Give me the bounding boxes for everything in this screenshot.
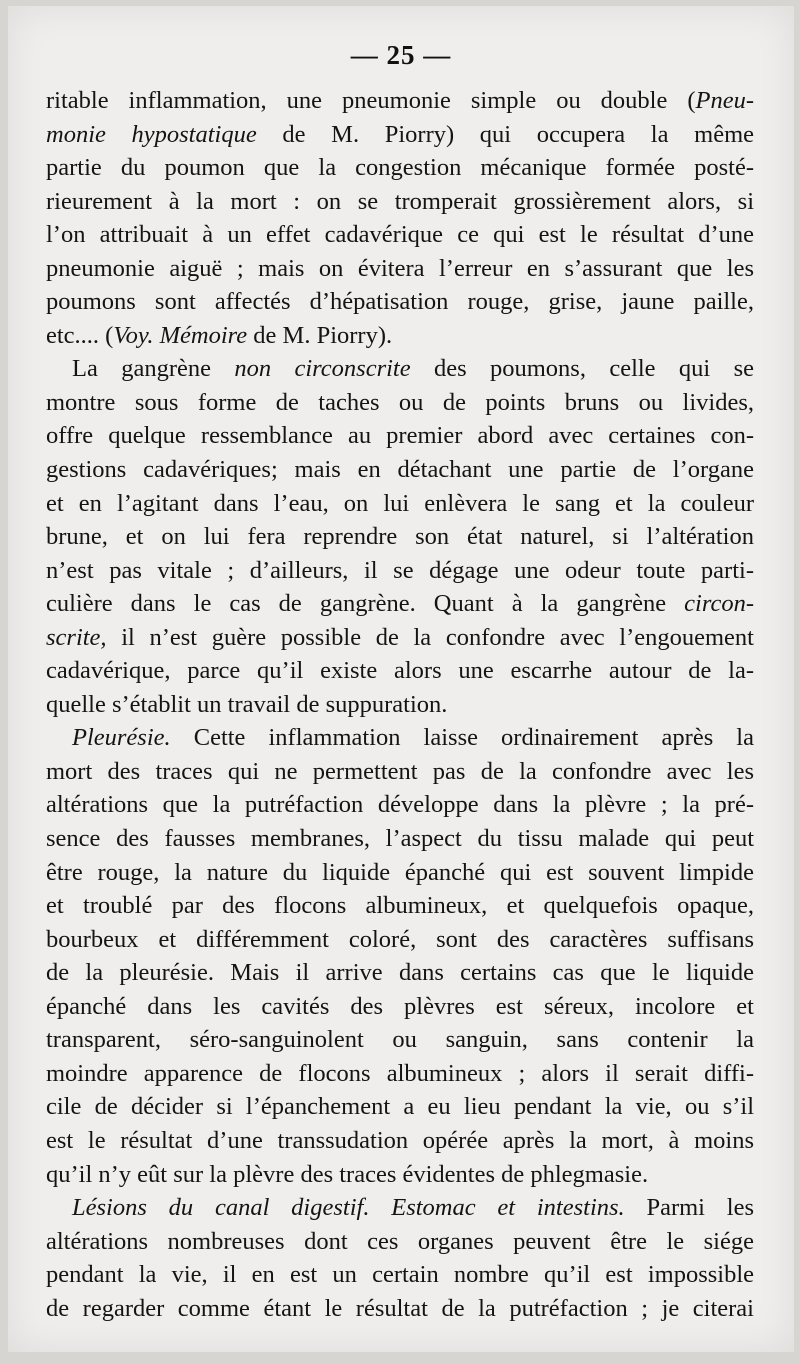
text-run: etc.... ( [46,321,114,349]
italic-text: monie hypostatique [46,120,257,148]
text-line [46,520,754,554]
text-run: La gangrène [72,355,235,383]
text-line [46,151,754,185]
text-line [46,1292,754,1326]
text-run: culière dans le cas de gangrène. Quant à la gangrène [46,590,685,618]
text-run: être rouge, la nature du liquide épanché qui est souvent limpide [46,858,754,886]
italic-text: Pneu- [695,87,754,114]
text-line [46,822,754,856]
text-line [46,319,754,353]
text-run: est le résultat d’une transsudation opérée après la mort, à moins [46,1126,754,1154]
italic-text: circon- [684,590,754,618]
text-run: des poumons, celle qui se [410,355,754,383]
italic-text: scrite, [46,623,107,651]
text-line [46,185,754,219]
text-run: sence des fausses membranes, l’aspect du tissu malade qui peut [46,825,754,853]
text-line [46,654,754,688]
text-run: et troublé par des flocons albumineux, et quelquefois opaque, [46,892,754,920]
text-line [46,856,754,890]
text-line [46,554,754,588]
text-line [46,990,754,1024]
text-line [46,688,754,722]
text-run: mort des traces qui ne permettent pas de la confondre avec les [46,757,754,785]
text-run: cadavérique, parce qu’il existe alors une escarrhe autour de la- [46,657,754,685]
italic-text: Voy. Mémoire [113,321,248,349]
text-run: moindre apparence de flocons albumineux ; alors il serait diffi- [46,1059,754,1087]
text-line [46,889,754,923]
text-run: poumons sont affectés d’hépatisation rouge, grise, jaune paille, [46,288,754,316]
text-line [46,755,754,789]
text-run: l’on attribuait à un effet cadavérique ce qui est le résultat d’une [46,221,754,249]
text-run: pneumonie aiguë ; mais on évitera l’erreur en s’assurant que les [46,254,754,282]
text-line [46,352,754,386]
page-number: — 25 — [350,40,452,70]
text-line [46,721,754,755]
text-run: gestions cadavériques; mais en détachant une partie de l’organe [46,456,754,484]
text-run: brune, et on lui fera reprendre son état naturel, si l’altération [46,523,754,551]
text-run: offre quelque ressemblance au premier abord avec certaines con- [46,422,754,450]
text-run: n’est pas vitale ; d’ailleurs, il se dégage une odeur toute parti- [46,556,754,584]
text-run: de la pleurésie. Mais il arrive dans certains cas que le liquide [46,959,754,987]
text-run: pendant la vie, il en est un certain nombre qu’il est impossible [46,1261,754,1289]
body-text [46,84,754,1325]
book-page [8,6,794,1352]
text-run: transparent, séro-sanguinolent ou sanguin, sans contenir la [46,1026,754,1054]
text-run: montre sous forme de taches ou de points bruns ou livides, [46,388,754,416]
text-line [46,923,754,957]
text-line [46,621,754,655]
text-run: il n’est guère possible de la confondre avec l’engouement [106,623,754,651]
text-run: ritable inflammation, une pneumonie simple ou double ( [46,87,696,114]
text-run: de M. Piorry). [247,321,393,349]
text-run: épanché dans les cavités des plèvres est séreux, incolore et [46,992,754,1020]
text-run: cile de décider si l’épanchement a eu lieu pendant la vie, ou s’il [46,1093,754,1121]
text-line [46,285,754,319]
italic-text: Pleurésie. [72,724,171,752]
text-line [46,453,754,487]
text-line [46,252,754,286]
text-line [46,1124,754,1158]
text-line [46,419,754,453]
text-run: et en l’agitant dans l’eau, on lui enlèvera le sang et la couleur [46,489,754,517]
text-line [46,1258,754,1292]
text-line [46,1057,754,1091]
text-line [46,84,754,118]
text-run: Cette inflammation laisse ordinairement après la [170,724,754,752]
text-run: partie du poumon que la congestion mécanique formée posté- [46,154,754,182]
text-line [46,487,754,521]
text-line [46,118,754,152]
text-run: de regarder comme étant le résultat de la putréfaction ; je citerai [46,1294,754,1322]
text-line [46,1090,754,1124]
text-line [46,1191,754,1225]
italic-text: non circonscrite [234,355,411,383]
text-run: de M. Piorry) qui occupera la même [256,120,754,148]
text-line [46,788,754,822]
text-line [46,1225,754,1259]
text-run: Parmi les [624,1194,754,1222]
text-run: quelle s’établit un travail de suppuration. [46,690,448,718]
text-line [46,1023,754,1057]
text-run: altérations nombreuses dont ces organes peuvent être le siége [46,1227,754,1255]
text-run: rieurement à la mort : on se tromperait grossièrement alors, si [46,187,754,215]
text-run: qu’il n’y eût sur la plèvre des traces évidentes de phlegmasie. [46,1160,649,1188]
text-run: bourbeux et différemment coloré, sont des caractères suffisans [46,925,754,953]
text-line [46,386,754,420]
italic-text: Lésions du canal digestif. Estomac et intestins. [72,1194,625,1222]
text-line [46,956,754,990]
text-line [46,1158,754,1192]
text-line [46,587,754,621]
text-run: altérations que la putréfaction développe dans la plèvre ; la pré- [46,791,754,819]
text-line [46,218,754,252]
